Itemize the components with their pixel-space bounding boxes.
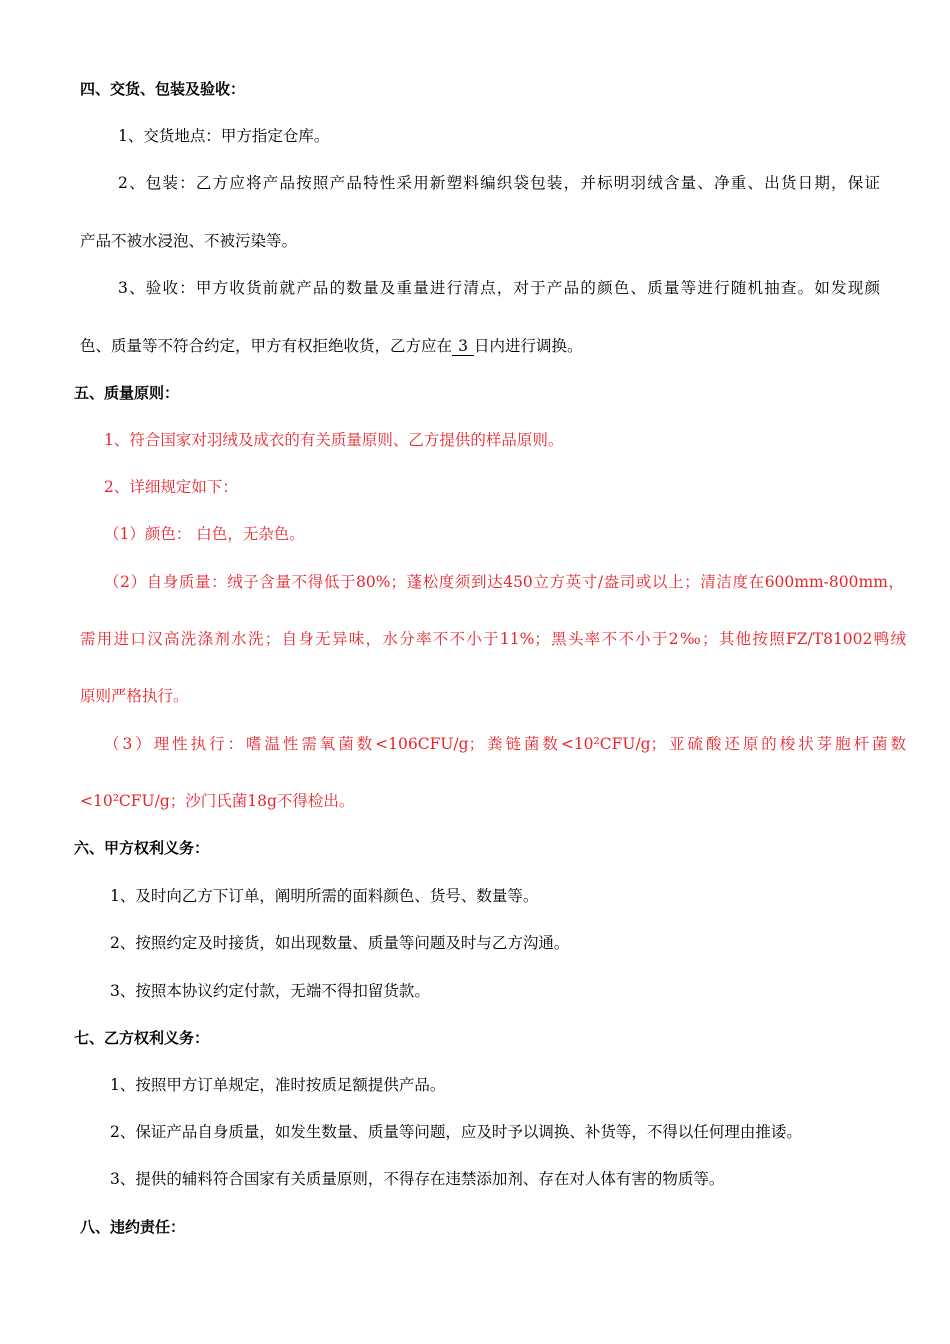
s4-item-3-line-1: 3、验收：甲方收货前就产品的数量及重量进行清点，对于产品的颜色、质量等进行随机抽查。如发现颜 [118,279,880,297]
s5-item-1: 1、符合国家对羽绒及成衣的有关质量原则、乙方提供的样品原则。 [104,431,564,449]
section-5-heading: 五、质量原则： [74,384,180,402]
s5-sub-1: （1）颜色： 白色，无杂色。 [104,525,305,543]
s6-item-3: 3、按照本协议约定付款，无端不得扣留货款。 [110,982,430,1000]
s5-item-2: 2、详细规定如下： [104,478,238,496]
s7-item-1: 1、按照甲方订单规定，准时按质足额提供产品。 [110,1076,446,1094]
s4-item-2-line-2: 产品不被水浸泡、不被污染等。 [80,232,298,250]
s5-sub-2-line-2: 需用进口汉高洗涤剂水洗；自身无异味，水分率不不小于11%；黑头率不不小于2‰；其他按照FZ/T81002鸭绒 [80,630,906,648]
section-4-heading: 四、交货、包装及验收： [80,80,246,98]
section-8-heading: 八、违约责任： [80,1218,186,1236]
s4-item-3-line-2-post: 日内进行调换。 [474,337,583,355]
s7-item-2: 2、保证产品自身质量，如发生数量、质量等问题，应及时予以调换、补货等，不得以任何理由推诿。 [110,1123,802,1141]
s7-item-3: 3、提供的辅料符合国家有关质量原则，不得存在违禁添加剂、存在对人体有害的物质等。 [110,1170,725,1188]
s5-sub-3-line-1: （3）理性执行：嗜温性需氧菌数<106CFU/g；粪链菌数<10²CFU/g；亚硫酸还原的梭状芽胞杆菌数 [104,735,906,753]
delivery-days-value: 3 [452,338,474,356]
s5-sub-3-line-2: <10²CFU/g；沙门氏菌18g不得检出。 [80,792,355,810]
s4-item-3-line-2 [80,336,583,356]
s5-sub-2-line-1: （2）自身质量：绒子含量不得低于80%；蓬松度须到达450立方英寸/盎司或以上；清洁度在600mm-800mm， [104,573,904,591]
section-6-heading: 六、甲方权利义务： [74,839,210,857]
section-7-heading: 七、乙方权利义务： [74,1029,210,1047]
s6-item-2: 2、按照约定及时接货，如出现数量、质量等问题及时与乙方沟通。 [110,934,570,952]
s6-item-1: 1、及时向乙方下订单，阐明所需的面料颜色、货号、数量等。 [110,887,539,905]
s5-sub-2-line-3: 原则严格执行。 [80,687,189,705]
s4-item-2-line-1: 2、包装：乙方应将产品按照产品特性采用新塑料编织袋包装，并标明羽绒含量、净重、出货日期，保证 [118,174,880,192]
s4-item-1: 1、交货地点：甲方指定仓库。 [118,127,330,145]
s4-item-3-line-2-pre: 色、质量等不符合约定，甲方有权拒绝收货，乙方应在 [80,337,453,355]
